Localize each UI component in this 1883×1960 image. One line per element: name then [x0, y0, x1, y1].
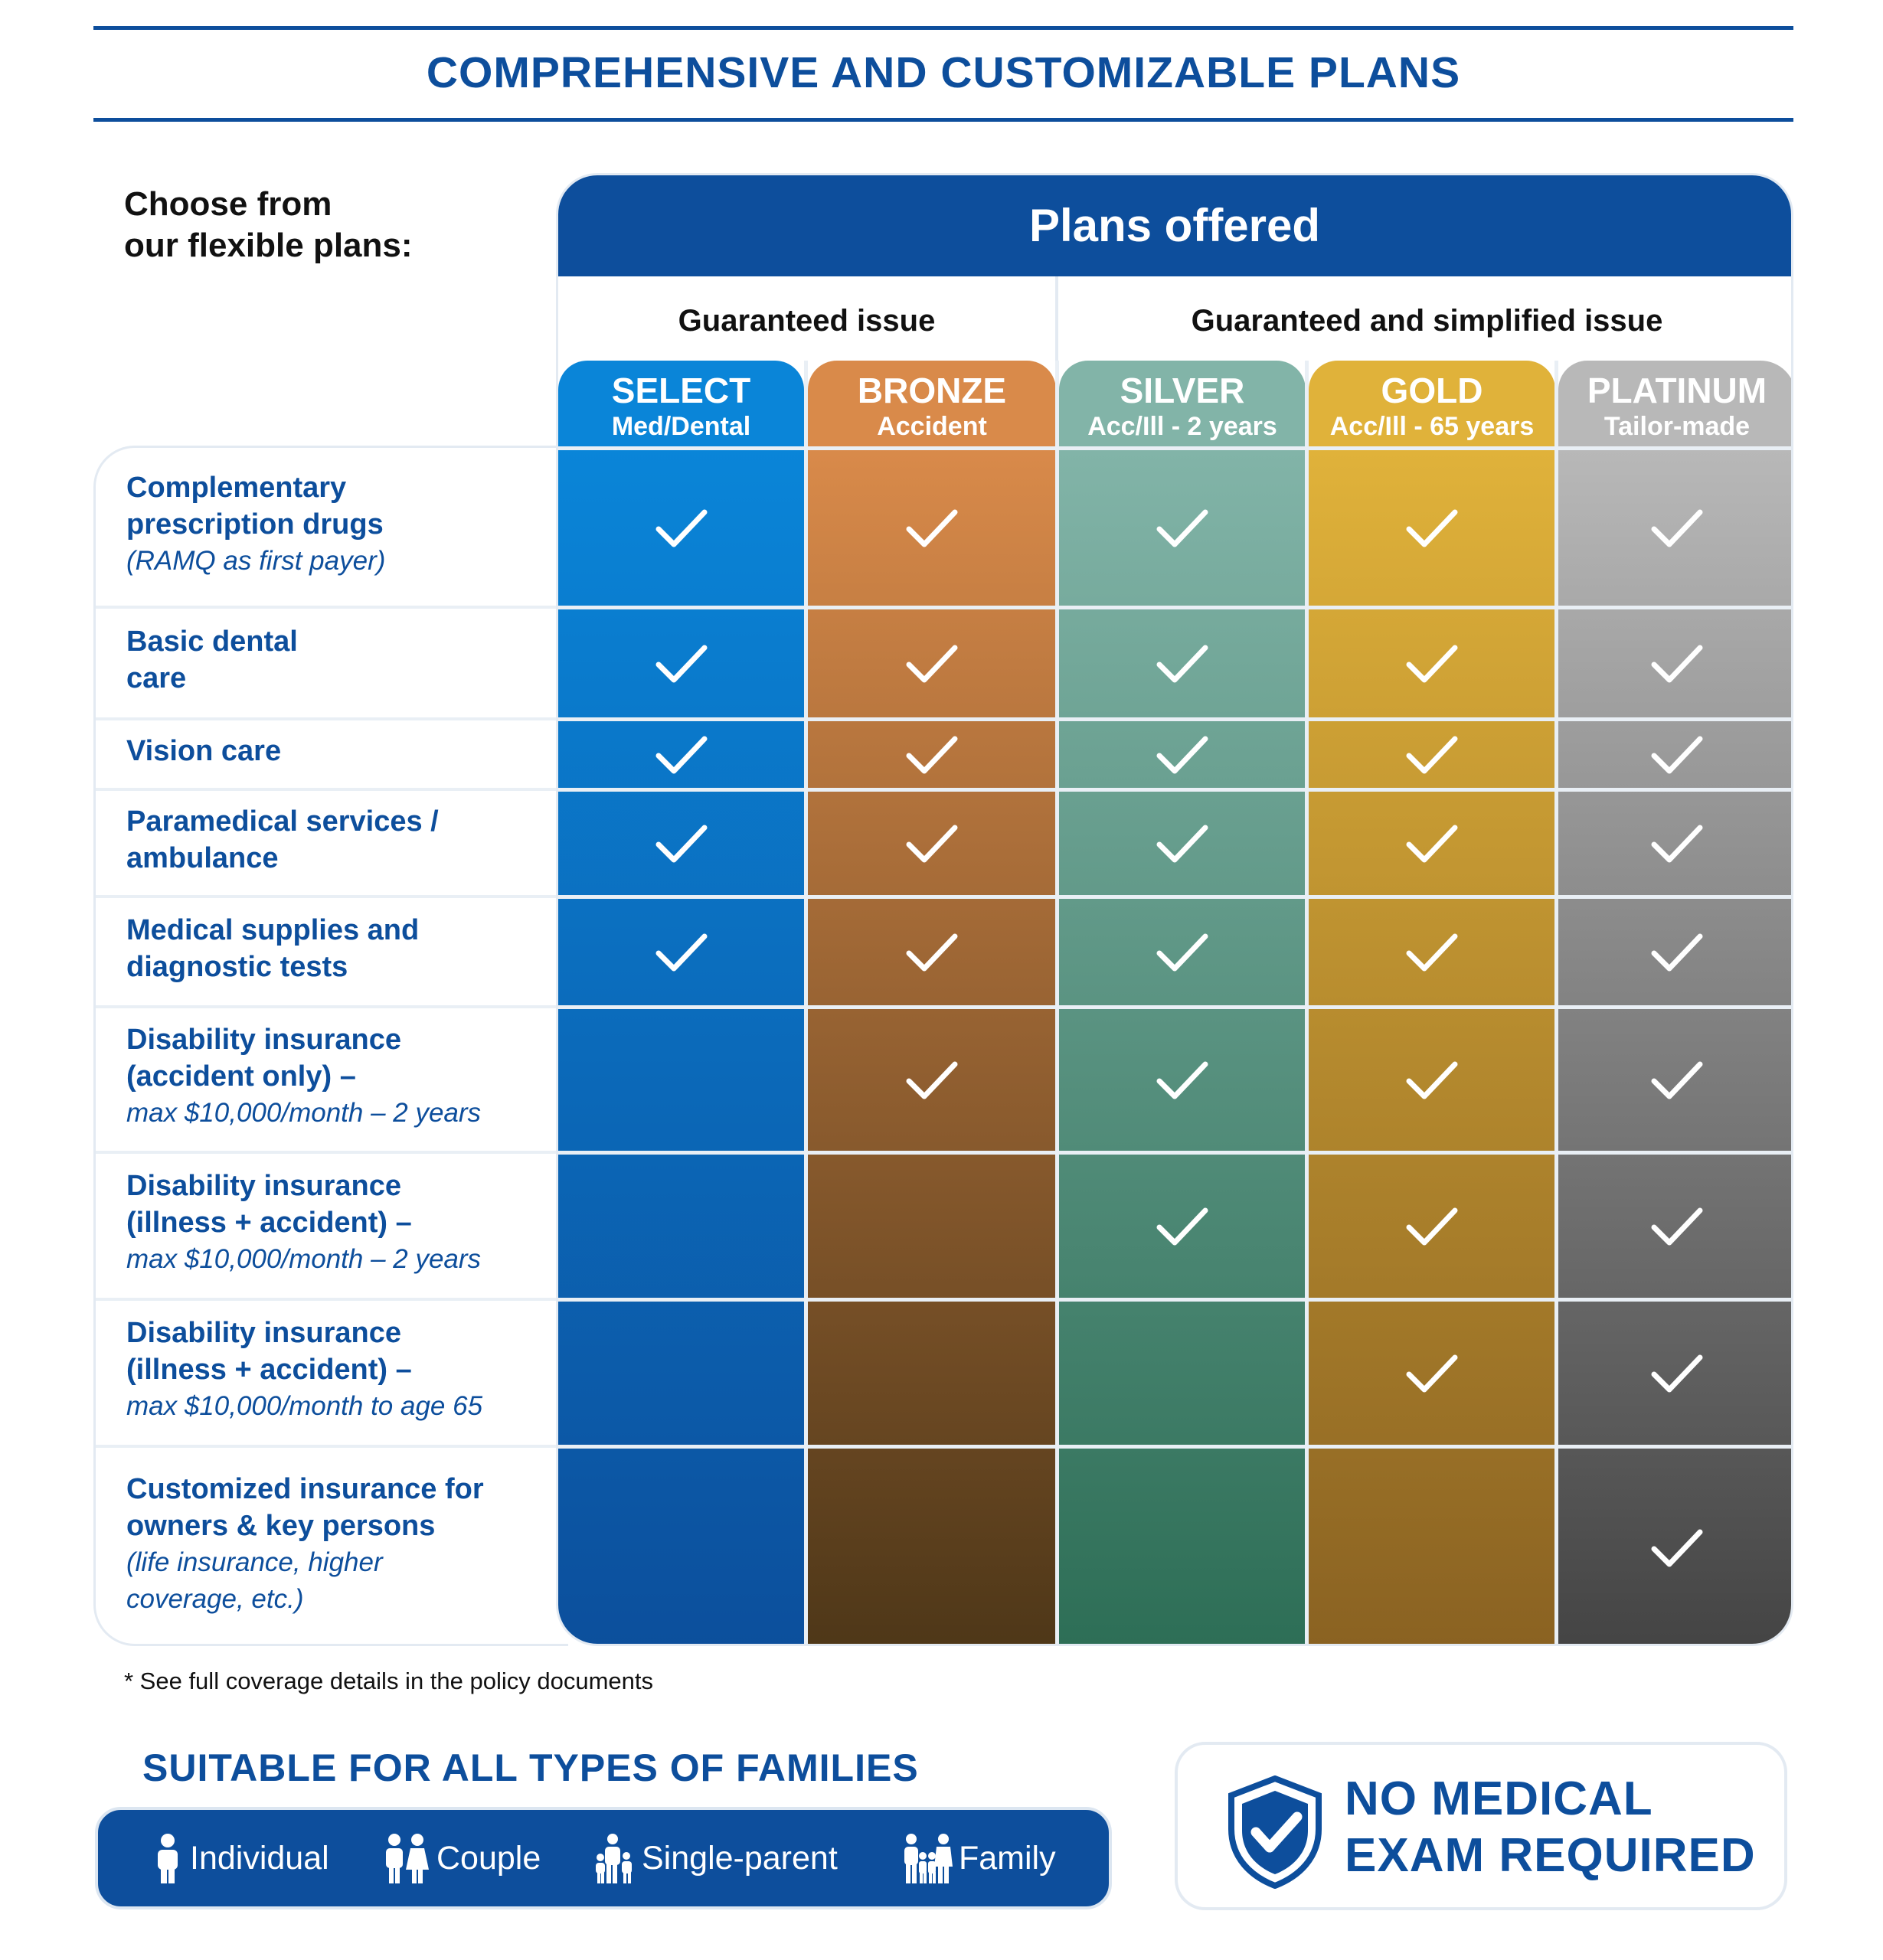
feature-name: Disability insurance — [126, 1024, 402, 1056]
family-label: Family — [959, 1839, 1056, 1877]
feature-divider — [96, 606, 570, 609]
check-icon — [904, 642, 959, 684]
check-icon — [1649, 1351, 1705, 1394]
check-icon — [1649, 642, 1705, 684]
feature-divider — [96, 1151, 570, 1154]
exam-text — [1345, 1771, 1756, 1884]
feature-name: Customized insurance for — [126, 1473, 484, 1505]
check-icon — [1404, 822, 1460, 864]
feature-note: coverage, etc.) — [126, 1584, 304, 1614]
check-icon — [1649, 1526, 1705, 1569]
check-icon — [1649, 822, 1705, 864]
check-icon — [654, 506, 709, 549]
tier-name: PLATINUM — [1587, 371, 1767, 410]
feature-divider — [96, 1005, 570, 1008]
tier-name: GOLD — [1381, 371, 1483, 410]
single-parent-icon — [596, 1833, 636, 1883]
tier-name: SILVER — [1120, 371, 1245, 410]
feature-divider — [96, 1298, 570, 1301]
feature-name: Vision care — [126, 735, 282, 767]
plans-banner: Plans offered — [558, 175, 1791, 276]
tier-name: SELECT — [611, 371, 751, 410]
column-divider — [1055, 361, 1059, 1646]
no-medical-exam-badge — [1175, 1742, 1787, 1910]
tier-subtitle: Tailor-made — [1603, 412, 1751, 441]
feature-row-label — [126, 1315, 555, 1425]
check-icon — [1649, 1058, 1705, 1101]
check-icon — [1404, 1351, 1460, 1394]
tier-subtitle: Acc/Ill - 65 years — [1329, 412, 1535, 441]
plans-table — [556, 173, 1793, 1646]
check-icon — [1404, 930, 1460, 973]
check-icon — [904, 733, 959, 776]
row-divider — [558, 717, 1793, 721]
check-icon — [1155, 733, 1210, 776]
feature-name: prescription drugs — [126, 508, 384, 541]
check-icon — [654, 733, 709, 776]
family-label: Individual — [190, 1839, 329, 1877]
individual-icon — [152, 1833, 184, 1883]
exam-line-2: EXAM REQUIRED — [1345, 1829, 1756, 1882]
check-icon — [1649, 930, 1705, 973]
intro-line-2: our flexible plans: — [124, 227, 413, 264]
feature-name: Medical supplies and — [126, 914, 420, 946]
feature-note: max $10,000/month – 2 years — [126, 1098, 482, 1128]
check-icon — [1404, 642, 1460, 684]
couple-icon — [381, 1833, 430, 1883]
column-divider — [1305, 361, 1309, 1646]
column-divider — [1554, 361, 1558, 1646]
row-divider — [558, 1005, 1793, 1009]
family-type-family — [902, 1810, 1056, 1906]
feature-name: care — [126, 662, 187, 694]
families-bar — [95, 1807, 1112, 1909]
check-icon — [1155, 506, 1210, 549]
family-type-individual — [152, 1810, 329, 1906]
feature-note: (life insurance, higher — [126, 1547, 383, 1577]
feature-name: diagnostic tests — [126, 951, 348, 983]
column-divider — [804, 361, 808, 1646]
check-icon — [654, 642, 709, 684]
row-divider — [558, 895, 1793, 899]
check-icon — [1404, 506, 1460, 549]
tier-column-platinum — [1558, 448, 1793, 1646]
feature-divider — [96, 1445, 570, 1448]
feature-name: (illness + accident) – — [126, 1354, 412, 1386]
tier-column-gold — [1309, 448, 1555, 1646]
family-icon — [902, 1833, 953, 1883]
tier-column-silver — [1059, 448, 1306, 1646]
check-icon — [1649, 1204, 1705, 1247]
check-icon — [1404, 733, 1460, 776]
feature-divider — [96, 788, 570, 791]
check-icon — [904, 1058, 959, 1101]
feature-name: owners & key persons — [126, 1510, 436, 1542]
footnote: * See full coverage details in the policy documents — [124, 1668, 654, 1694]
row-divider — [558, 606, 1793, 609]
tier-column-select — [558, 448, 804, 1646]
group-simplified-issue: Guaranteed and simplified issue — [1191, 304, 1663, 338]
check-icon — [1155, 822, 1210, 864]
families-title: SUITABLE FOR ALL TYPES OF FAMILIES — [142, 1746, 919, 1789]
family-label: Couple — [436, 1839, 541, 1877]
row-divider — [558, 1298, 1793, 1302]
group-guaranteed-issue: Guaranteed issue — [678, 304, 936, 338]
check-icon — [654, 822, 709, 864]
feature-row-label — [126, 469, 555, 580]
feature-divider — [96, 717, 570, 720]
feature-row-label — [126, 803, 555, 877]
check-icon — [1155, 1204, 1210, 1247]
feature-note: max $10,000/month to age 65 — [126, 1391, 483, 1421]
feature-row-label — [126, 1471, 555, 1618]
family-type-couple — [381, 1810, 541, 1906]
top-rule — [93, 26, 1793, 30]
tier-subtitle: Accident — [877, 412, 987, 441]
feature-row-label — [126, 1168, 555, 1278]
family-label: Single-parent — [642, 1839, 838, 1877]
check-icon — [904, 930, 959, 973]
feature-name: Disability insurance — [126, 1170, 402, 1202]
check-icon — [1404, 1204, 1460, 1247]
exam-line-1: NO MEDICAL — [1345, 1772, 1653, 1825]
feature-name: Paramedical services / — [126, 805, 439, 838]
feature-row-label — [126, 912, 555, 985]
check-icon — [1155, 1058, 1210, 1101]
features-panel — [93, 446, 568, 1646]
feature-divider — [96, 895, 570, 898]
intro-text — [124, 184, 522, 266]
check-icon — [1649, 733, 1705, 776]
family-type-single-parent — [596, 1810, 838, 1906]
check-icon — [904, 506, 959, 549]
row-divider — [558, 1151, 1793, 1155]
feature-note: max $10,000/month – 2 years — [126, 1244, 482, 1274]
page-title: COMPREHENSIVE AND CUSTOMIZABLE PLANS — [426, 48, 1461, 97]
check-icon — [1155, 642, 1210, 684]
check-icon — [1649, 506, 1705, 549]
check-icon — [904, 822, 959, 864]
feature-note: (RAMQ as first payer) — [126, 546, 386, 576]
feature-name: Disability insurance — [126, 1317, 402, 1349]
title-underline — [93, 118, 1793, 122]
feature-name: (illness + accident) – — [126, 1207, 412, 1239]
check-icon — [1155, 930, 1210, 973]
feature-name: Basic dental — [126, 626, 298, 658]
feature-row-label — [126, 623, 555, 697]
header-divider — [558, 446, 1793, 450]
intro-line-1: Choose from — [124, 185, 332, 223]
feature-name: ambulance — [126, 842, 279, 874]
tier-column-bronze — [808, 448, 1056, 1646]
shield-check-icon — [1225, 1775, 1325, 1889]
row-divider — [558, 788, 1793, 792]
feature-row-label — [126, 733, 555, 769]
check-icon — [1404, 1058, 1460, 1101]
tier-subtitle: Acc/Ill - 2 years — [1087, 412, 1277, 441]
check-icon — [654, 930, 709, 973]
feature-name: (accident only) – — [126, 1060, 356, 1093]
tier-subtitle: Med/Dental — [611, 412, 751, 441]
feature-row-label — [126, 1021, 555, 1132]
feature-name: Complementary — [126, 472, 347, 504]
tier-name: BRONZE — [857, 371, 1007, 410]
row-divider — [558, 1445, 1793, 1449]
